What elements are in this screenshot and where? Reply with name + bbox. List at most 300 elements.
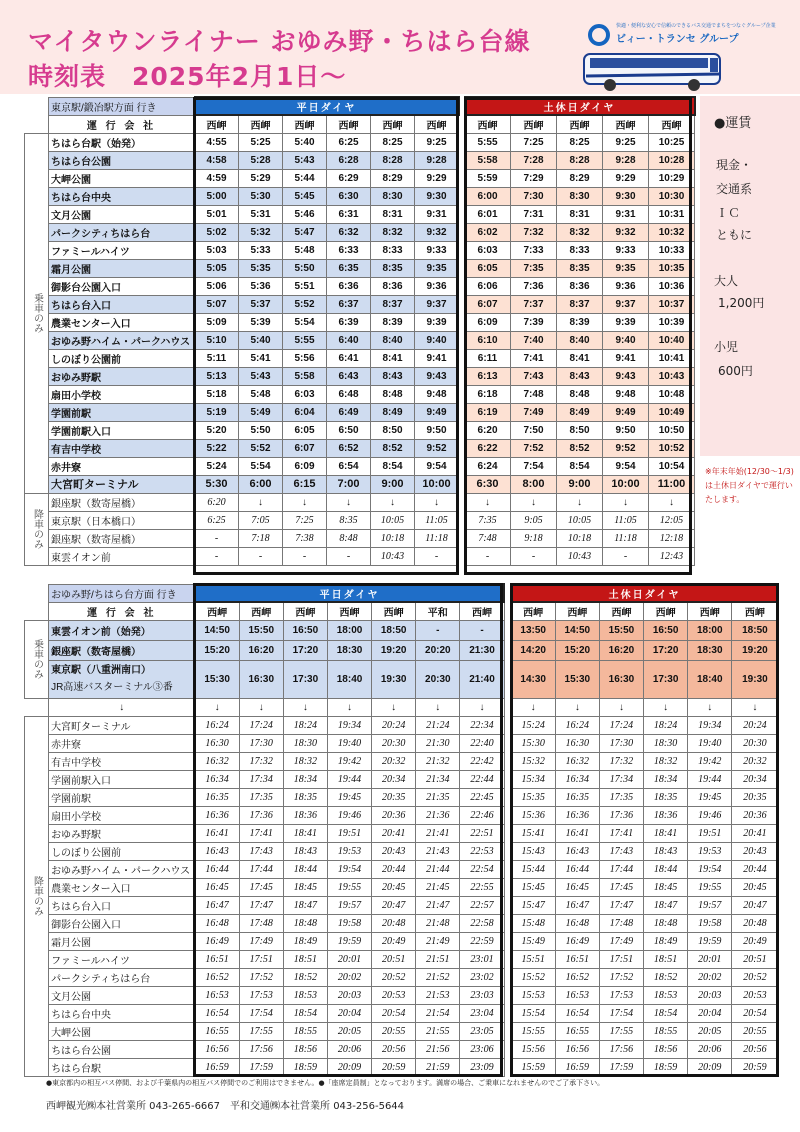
table-row: [25, 511, 695, 529]
operator-cell: 西岬: [327, 602, 371, 620]
table-row: [25, 403, 695, 421]
time-cell: 6:48: [327, 385, 371, 403]
time-cell: 6:09: [465, 313, 511, 331]
stop-name: 東雲イオン前: [49, 547, 195, 565]
time-cell: 9:05: [511, 511, 557, 529]
spacer: [504, 806, 511, 824]
time-cell: 17:43: [599, 842, 643, 860]
time-cell: 5:18: [195, 385, 239, 403]
time-cell: 7:38: [283, 529, 327, 547]
time-cell: 19:40: [327, 734, 371, 752]
time-cell: 6:09: [283, 457, 327, 475]
time-cell: 20:32: [372, 752, 416, 770]
time-cell: 8:48: [557, 385, 603, 403]
time-cell: 9:43: [415, 367, 459, 385]
time-cell: ↓: [239, 493, 283, 511]
time-cell: 5:44: [283, 169, 327, 187]
time-cell: 9:49: [415, 403, 459, 421]
time-cell: ↓: [603, 493, 649, 511]
operator-cell: 西岬: [239, 115, 283, 133]
time-cell: 5:30: [195, 475, 239, 493]
time-cell: 17:34: [239, 770, 283, 788]
time-cell: 10:32: [649, 223, 695, 241]
time-cell: 5:43: [239, 367, 283, 385]
time-cell: 10:37: [649, 295, 695, 313]
time-cell: 22:46: [460, 806, 504, 824]
time-cell: 16:34: [555, 770, 599, 788]
spacer: [504, 824, 511, 842]
time-cell: 20:41: [372, 824, 416, 842]
table-row: [25, 986, 779, 1004]
time-cell: 18:30: [283, 734, 327, 752]
time-cell: 21:41: [416, 824, 460, 842]
time-cell: 7:05: [239, 511, 283, 529]
time-cell: 18:45: [644, 878, 688, 896]
operator-cell: 西岬: [195, 602, 239, 620]
time-cell: 8:37: [557, 295, 603, 313]
time-cell: -: [195, 529, 239, 547]
time-cell: 17:55: [599, 1022, 643, 1040]
stop-name: 農業センター入口: [49, 313, 195, 331]
time-cell: 20:51: [372, 950, 416, 968]
time-cell: 20:30: [732, 734, 778, 752]
holiday-note: ※年末年始(12/30〜1/3)は土休日ダイヤで運行いたします。: [705, 467, 794, 504]
time-cell: 20:30: [416, 660, 460, 698]
stop-name: おゆみ野駅: [49, 824, 195, 842]
weekday-header: 平日ダイヤ: [195, 97, 459, 115]
time-cell: 5:37: [239, 295, 283, 313]
time-cell: 8:35: [327, 511, 371, 529]
arrow-down-icon: ↓: [416, 698, 460, 716]
time-cell: 18:32: [283, 752, 327, 770]
time-cell: 22:53: [460, 842, 504, 860]
time-cell: 23:02: [460, 968, 504, 986]
time-cell: 17:54: [599, 1004, 643, 1022]
time-cell: 17:44: [239, 860, 283, 878]
time-cell: 5:54: [283, 313, 327, 331]
table-row: [25, 547, 695, 565]
time-cell: 16:35: [195, 788, 239, 806]
table-row: [25, 860, 779, 878]
stop-name: [49, 660, 195, 698]
time-cell: 17:30: [283, 660, 327, 698]
time-cell: 10:41: [649, 349, 695, 367]
time-cell: 10:28: [649, 151, 695, 169]
operator-cell: 西岬: [460, 602, 504, 620]
time-cell: 21:35: [416, 788, 460, 806]
stop-name: パークシティちはら台: [49, 968, 195, 986]
fare-payment-3: ＩＣ: [716, 206, 741, 220]
time-cell: 9:30: [603, 187, 649, 205]
time-cell: 18:48: [644, 914, 688, 932]
table-row: [25, 806, 779, 824]
stop-name: 霜月公園: [49, 259, 195, 277]
time-cell: 10:48: [649, 385, 695, 403]
time-cell: 5:56: [283, 349, 327, 367]
time-cell: 21:34: [416, 770, 460, 788]
spacer: [504, 950, 511, 968]
time-cell: 8:40: [371, 331, 415, 349]
time-cell: 18:40: [688, 660, 732, 698]
time-cell: 20:04: [688, 1004, 732, 1022]
table-row: [25, 385, 695, 403]
time-cell: 20:30: [372, 734, 416, 752]
weekend-header: 土休日ダイヤ: [465, 97, 695, 115]
table-row: [25, 752, 779, 770]
time-cell: 16:45: [195, 878, 239, 896]
time-cell: 20:02: [688, 968, 732, 986]
time-cell: 16:43: [555, 842, 599, 860]
operator-cell: 西岬: [415, 115, 459, 133]
time-cell: 5:55: [465, 133, 511, 151]
operator-cell: 西岬: [603, 115, 649, 133]
time-cell: 5:19: [195, 403, 239, 421]
stop-name: 赤井寮: [49, 734, 195, 752]
time-cell: 15:36: [511, 806, 555, 824]
time-cell: 18:44: [644, 860, 688, 878]
time-cell: 9:29: [415, 169, 459, 187]
time-cell: 21:59: [416, 1058, 460, 1076]
time-cell: 8:31: [371, 205, 415, 223]
time-cell: 16:51: [195, 950, 239, 968]
time-cell: -: [416, 620, 460, 640]
time-cell: 5:39: [239, 313, 283, 331]
time-cell: 18:52: [644, 968, 688, 986]
time-cell: 5:45: [283, 187, 327, 205]
time-cell: 15:35: [511, 788, 555, 806]
time-cell: 22:42: [460, 752, 504, 770]
time-cell: 5:06: [195, 277, 239, 295]
time-cell: 6:39: [327, 313, 371, 331]
bus-icon: [582, 50, 724, 92]
stop-name: ちはら台駅（始発）: [49, 133, 195, 151]
time-cell: 5:49: [239, 403, 283, 421]
time-cell: 8:39: [557, 313, 603, 331]
spacer: [504, 770, 511, 788]
time-cell: 20:49: [372, 932, 416, 950]
time-cell: 19:58: [688, 914, 732, 932]
time-cell: 18:30: [644, 734, 688, 752]
time-cell: 7:52: [511, 439, 557, 457]
time-cell: 4:55: [195, 133, 239, 151]
time-cell: 8:36: [371, 277, 415, 295]
time-cell: 5:28: [239, 151, 283, 169]
time-cell: 11:05: [415, 511, 459, 529]
time-cell: 18:40: [327, 660, 371, 698]
time-cell: ↓: [371, 493, 415, 511]
time-cell: 9:48: [415, 385, 459, 403]
time-cell: 21:52: [416, 968, 460, 986]
time-cell: 20:05: [327, 1022, 371, 1040]
time-cell: 5:48: [283, 241, 327, 259]
time-cell: -: [415, 547, 459, 565]
time-cell: 9:36: [415, 277, 459, 295]
operator-cell: 西岬: [511, 115, 557, 133]
time-cell: 7:48: [511, 385, 557, 403]
time-cell: 8:25: [371, 133, 415, 151]
spacer: [504, 698, 511, 716]
time-cell: 15:59: [511, 1058, 555, 1076]
time-cell: 9:32: [415, 223, 459, 241]
time-cell: 9:43: [603, 367, 649, 385]
time-cell: 9:50: [603, 421, 649, 439]
time-cell: 9:52: [603, 439, 649, 457]
boarding-only-label: 乗車のみ: [25, 620, 49, 698]
stop-name: 文月公園: [49, 205, 195, 223]
time-cell: 19:53: [327, 842, 371, 860]
spacer: [504, 1040, 511, 1058]
time-cell: 8:25: [557, 133, 603, 151]
spacer: [504, 878, 511, 896]
table-row: [25, 950, 779, 968]
time-cell: 22:40: [460, 734, 504, 752]
time-cell: 18:55: [644, 1022, 688, 1040]
time-cell: 6:04: [283, 403, 327, 421]
time-cell: 20:44: [372, 860, 416, 878]
time-cell: 20:59: [732, 1058, 778, 1076]
time-cell: 20:36: [732, 806, 778, 824]
time-cell: 5:40: [283, 133, 327, 151]
header-row: [25, 584, 779, 602]
time-cell: 21:55: [416, 1022, 460, 1040]
time-cell: 17:41: [239, 824, 283, 842]
time-cell: 15:53: [511, 986, 555, 1004]
time-cell: 5:36: [239, 277, 283, 295]
time-cell: 5:25: [239, 133, 283, 151]
spacer: [25, 97, 49, 115]
stop-name: ちはら台公園: [49, 1040, 195, 1058]
time-cell: 17:54: [239, 1004, 283, 1022]
company-logo: [588, 22, 778, 48]
time-cell: 6:40: [327, 331, 371, 349]
alighting-only-label: 降車のみ: [25, 716, 49, 1076]
time-cell: 19:58: [327, 914, 371, 932]
time-cell: 16:41: [195, 824, 239, 842]
time-cell: 21:45: [416, 878, 460, 896]
time-cell: 6:28: [327, 151, 371, 169]
time-cell: 5:32: [239, 223, 283, 241]
operator-cell: 西岬: [649, 115, 695, 133]
time-cell: 5:46: [283, 205, 327, 223]
time-cell: 18:47: [283, 896, 327, 914]
time-cell: 20:52: [372, 968, 416, 986]
stop-name: ちはら台入口: [49, 295, 195, 313]
time-cell: 15:45: [511, 878, 555, 896]
time-cell: 18:53: [283, 986, 327, 1004]
time-cell: 15:51: [511, 950, 555, 968]
time-cell: 18:00: [688, 620, 732, 640]
time-cell: 20:43: [372, 842, 416, 860]
page-subtitle: 時刻表 2025年2月1日〜: [28, 62, 347, 91]
time-cell: 15:44: [511, 860, 555, 878]
time-cell: 19:57: [688, 896, 732, 914]
time-cell: 6:01: [465, 205, 511, 223]
time-cell: 6:07: [465, 295, 511, 313]
time-cell: 8:35: [557, 259, 603, 277]
time-cell: 8:52: [557, 439, 603, 457]
time-cell: 16:55: [195, 1022, 239, 1040]
time-cell: 9:49: [603, 403, 649, 421]
table-row: [25, 457, 695, 475]
time-cell: 8:50: [371, 421, 415, 439]
spacer: [504, 986, 511, 1004]
time-cell: 5:00: [195, 187, 239, 205]
time-cell: 6:31: [327, 205, 371, 223]
time-cell: 6:50: [327, 421, 371, 439]
table-row: [25, 223, 695, 241]
time-cell: 17:20: [644, 640, 688, 660]
time-cell: 19:53: [688, 842, 732, 860]
time-cell: 7:00: [327, 475, 371, 493]
time-cell: 23:06: [460, 1040, 504, 1058]
time-cell: 6:49: [327, 403, 371, 421]
time-cell: 20:20: [416, 640, 460, 660]
operator-cell: 西岬: [557, 115, 603, 133]
time-cell: 9:33: [603, 241, 649, 259]
time-cell: 19:34: [688, 716, 732, 734]
time-cell: 19:54: [688, 860, 732, 878]
time-cell: 18:34: [283, 770, 327, 788]
direction-label: 東京駅/鍛冶駅方面 行き: [49, 97, 195, 115]
stop-name: 文月公園: [49, 986, 195, 1004]
time-cell: 14:30: [511, 660, 555, 698]
time-cell: 15:49: [511, 932, 555, 950]
time-cell: 19:51: [688, 824, 732, 842]
time-cell: 17:45: [239, 878, 283, 896]
time-cell: 19:59: [688, 932, 732, 950]
arrow-down-icon: ↓: [283, 698, 327, 716]
time-cell: 10:00: [603, 475, 649, 493]
time-cell: 16:36: [555, 806, 599, 824]
spacer: [25, 584, 49, 602]
table-row: [25, 259, 695, 277]
time-cell: 9:35: [603, 259, 649, 277]
time-cell: 19:42: [688, 752, 732, 770]
time-cell: 15:24: [511, 716, 555, 734]
time-cell: 18:50: [732, 620, 778, 640]
table-row: [25, 878, 779, 896]
time-cell: 17:48: [239, 914, 283, 932]
time-cell: 10:43: [649, 367, 695, 385]
time-cell: 6:30: [465, 475, 511, 493]
time-cell: 18:36: [644, 806, 688, 824]
time-cell: 20:43: [732, 842, 778, 860]
table-row: [25, 169, 695, 187]
time-cell: 20:53: [372, 986, 416, 1004]
time-cell: 15:50: [599, 620, 643, 640]
time-cell: 21:43: [416, 842, 460, 860]
time-cell: 18:43: [283, 842, 327, 860]
time-cell: 14:50: [555, 620, 599, 640]
time-cell: 6:02: [465, 223, 511, 241]
time-cell: 5:13: [195, 367, 239, 385]
time-cell: 21:36: [416, 806, 460, 824]
time-cell: 16:56: [195, 1040, 239, 1058]
time-cell: 6:36: [327, 277, 371, 295]
time-cell: 18:30: [327, 640, 371, 660]
time-cell: 19:55: [327, 878, 371, 896]
time-cell: 8:35: [371, 259, 415, 277]
time-cell: 5:09: [195, 313, 239, 331]
stop-name: 有吉中学校: [49, 752, 195, 770]
stop-name: 学園前駅入口: [49, 770, 195, 788]
stop-name: ファミールハイツ: [49, 950, 195, 968]
time-cell: 16:53: [555, 986, 599, 1004]
time-cell: 18:36: [283, 806, 327, 824]
time-cell: 18:44: [283, 860, 327, 878]
stop-name-line2: JR高速バスターミナル③番: [51, 682, 173, 693]
operator-cell: 西岬: [688, 602, 732, 620]
time-cell: 16:51: [555, 950, 599, 968]
time-cell: 15:32: [511, 752, 555, 770]
time-cell: 15:30: [511, 734, 555, 752]
time-cell: 20:05: [688, 1022, 732, 1040]
time-cell: 5:54: [239, 457, 283, 475]
arrow-down-icon: ↓: [511, 698, 555, 716]
spacer: [504, 1004, 511, 1022]
stop-name: しのぼり公園前: [49, 842, 195, 860]
time-cell: 22:59: [460, 932, 504, 950]
time-cell: 16:54: [555, 1004, 599, 1022]
time-cell: 17:36: [239, 806, 283, 824]
alighting-only-label: 降車のみ: [25, 493, 49, 565]
time-cell: 5:58: [465, 151, 511, 169]
time-cell: 16:30: [555, 734, 599, 752]
stop-name: 東雲イオン前（始発）: [49, 620, 195, 640]
stop-name: 大岬公園: [49, 169, 195, 187]
time-cell: 16:44: [195, 860, 239, 878]
time-cell: 15:20: [555, 640, 599, 660]
spacer: [504, 584, 511, 602]
time-cell: 10:36: [649, 277, 695, 295]
stop-name: 有吉中学校: [49, 439, 195, 457]
time-cell: 9:35: [415, 259, 459, 277]
time-cell: 16:55: [555, 1022, 599, 1040]
operator-cell: 西岬: [465, 115, 511, 133]
time-cell: 19:30: [732, 660, 778, 698]
time-cell: 7:30: [511, 187, 557, 205]
time-cell: 5:51: [283, 277, 327, 295]
time-cell: 16:49: [195, 932, 239, 950]
time-cell: 20:04: [327, 1004, 371, 1022]
time-cell: 6:20: [195, 493, 239, 511]
time-cell: 6:07: [283, 439, 327, 457]
time-cell: 7:35: [511, 259, 557, 277]
table-row: [25, 493, 695, 511]
time-cell: 21:24: [416, 716, 460, 734]
time-cell: 17:49: [599, 932, 643, 950]
time-cell: 8:48: [371, 385, 415, 403]
time-cell: 8:54: [557, 457, 603, 475]
time-cell: 17:34: [599, 770, 643, 788]
table-row: [25, 529, 695, 547]
time-cell: 20:03: [327, 986, 371, 1004]
time-cell: 20:53: [732, 986, 778, 1004]
time-cell: 16:48: [555, 914, 599, 932]
time-cell: 20:59: [372, 1058, 416, 1076]
time-cell: 6:43: [327, 367, 371, 385]
time-cell: 15:54: [511, 1004, 555, 1022]
stop-name: 扇田小学校: [49, 806, 195, 824]
time-cell: 19:57: [327, 896, 371, 914]
arrow-down-icon: ↓: [195, 698, 239, 716]
time-cell: 16:20: [239, 640, 283, 660]
arrow-down-icon: ↓: [460, 698, 504, 716]
stop-name: おゆみ野ハイム・パークハウス: [49, 331, 195, 349]
time-cell: 4:59: [195, 169, 239, 187]
stop-name: ちはら台中央: [49, 1004, 195, 1022]
time-cell: 19:44: [688, 770, 732, 788]
